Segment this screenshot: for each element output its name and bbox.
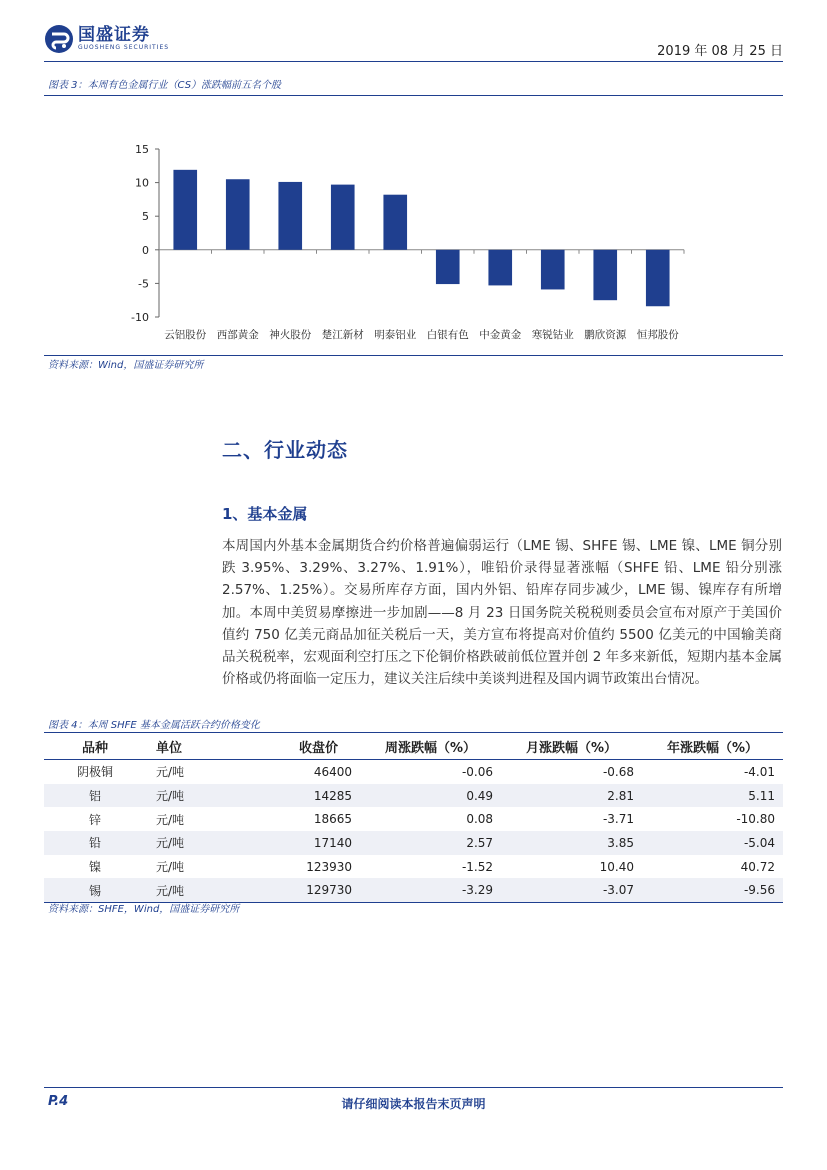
cell-close: 46400: [313, 764, 353, 779]
bar: [593, 250, 617, 300]
cell-weekly: 2.57: [360, 831, 501, 855]
cell-monthly: -3.71: [602, 812, 634, 827]
table-row: [44, 831, 783, 855]
x-category-label: 云铝股份: [164, 329, 207, 341]
table-row: [44, 807, 783, 831]
y-tick-label: 0: [142, 243, 149, 257]
page-number: P.4: [48, 1094, 69, 1109]
header-rule: [44, 61, 783, 62]
col-header-close: 收盘价: [277, 733, 360, 760]
cell-variety: 锌: [88, 812, 101, 827]
table-row: [44, 855, 783, 879]
cell-unit: 元/吨: [156, 860, 185, 875]
y-tick-label: 10: [135, 176, 149, 190]
bar: [331, 185, 355, 250]
section-subheading: 1、基本金属: [222, 505, 308, 523]
y-tick-label: 5: [142, 210, 149, 224]
cell-monthly: 3.85: [501, 831, 642, 855]
report-date: 2019 年 08 月 25 日: [657, 44, 783, 59]
cell-weekly: -0.06: [461, 764, 494, 779]
figure4-caption: 图表 4：本周 SHFE 基本金属活跃合约价格变化: [48, 720, 260, 731]
section-heading: 二、行业动态: [222, 438, 348, 462]
col-header-weekly: 周涨跌幅（%）: [360, 733, 501, 760]
cell-monthly: -0.68: [602, 764, 634, 779]
cell-unit: 元/吨: [146, 831, 277, 855]
x-category-label: 神火股份: [269, 329, 312, 341]
cell-unit: 元/吨: [156, 812, 185, 827]
cell-monthly: 10.40: [599, 859, 634, 874]
x-category-label: 楚江新材: [321, 329, 364, 341]
col-header-monthly: 月涨跌幅（%）: [501, 733, 642, 760]
table-row: [44, 760, 783, 784]
cell-weekly: -3.29: [360, 878, 501, 902]
bar: [488, 250, 512, 286]
bar: [436, 250, 460, 284]
cell-close: 123930: [306, 859, 353, 874]
cell-monthly: 2.81: [501, 784, 642, 808]
cell-variety: 阴极铜: [76, 765, 113, 780]
figure4-source: 资料来源：SHFE，Wind，国盛证券研究所: [48, 904, 240, 915]
bar: [173, 170, 197, 250]
x-category-label: 寒锐钴业: [531, 329, 574, 341]
cell-yearly: -9.56: [642, 878, 783, 902]
cell-yearly: 40.72: [740, 859, 775, 874]
company-logo: [44, 24, 169, 54]
cell-variety: 铝: [44, 784, 146, 808]
col-header-yearly: 年涨跌幅（%）: [642, 733, 783, 760]
y-tick-label: -5: [138, 277, 149, 291]
x-category-label: 白银有色: [426, 329, 469, 341]
x-category-label: 恒邦股份: [636, 329, 679, 341]
x-category-label: 西部黄金: [216, 329, 259, 341]
cell-monthly: -3.07: [501, 878, 642, 902]
figure3-caption: 图表 3：本周有色金属行业（CS）涨跌幅前五名个股: [48, 80, 282, 91]
cell-yearly: -4.01: [743, 764, 775, 779]
cell-close: 14285: [277, 784, 360, 808]
cell-close: 17140: [277, 831, 360, 855]
cell-weekly: -1.52: [461, 859, 494, 874]
y-tick-label: 15: [135, 143, 149, 156]
bar: [646, 250, 670, 306]
table-row: [44, 878, 783, 902]
cell-variety: 镍: [88, 860, 101, 875]
table-header-row: [44, 733, 783, 760]
cell-yearly: 5.11: [642, 784, 783, 808]
bar: [278, 182, 302, 250]
cell-close: 129730: [277, 878, 360, 902]
cell-yearly: -5.04: [642, 831, 783, 855]
cell-yearly: -10.80: [736, 812, 775, 827]
bar-chart: [44, 132, 783, 347]
col-header-variety: 品种: [44, 733, 146, 760]
table-row: [44, 784, 783, 808]
company-sub: GUOSHENG SECURITIES: [78, 44, 170, 51]
cell-variety: 锡: [44, 878, 146, 902]
cell-weekly: 0.49: [360, 784, 501, 808]
bar: [226, 179, 250, 250]
cell-unit: 元/吨: [146, 878, 277, 902]
col-header-unit: 单位: [146, 733, 277, 760]
company-name: 国盛证券: [78, 25, 150, 45]
cell-unit: 元/吨: [156, 765, 185, 780]
section-paragraph: 本周国内外基本金属期货合约价格普遍偏弱运行（LME 锡、SHFE 锡、LME 镍、LME 铜分别跌 3.95%、3.29%、3.27%、1.91%），唯铅价录得显著涨幅（SHFE 铅、LME 铅分别涨 2.57%、1.25%）。交易所库存方面，国内外铝、铅库存同步减少，LME 锡、镍库存有所增加。本周中美贸易摩擦进一步加剧——8 月 23 日国务院关税税则委员会宣布对原产于美国价值约 750 亿美元商品加征关税后一天，美方宣布将提高对价值约 5500 亿美元的中国输美商品关税税率，宏观面利空打压之下伦铜价格跌破前低位置并创 2 年多来新低，短期内基本金属价格或仍将面临一定压力，建议关注后续中美谈判进程及国内调节政策出台情况。: [222, 538, 782, 688]
figure3-source: 资料来源：Wind，国盛证券研究所: [48, 360, 204, 371]
y-tick-label: -10: [131, 311, 149, 324]
figure3-top-rule: [44, 95, 783, 96]
cell-variety: 铅: [44, 831, 146, 855]
bar: [383, 195, 407, 250]
logo-mark-icon: [44, 24, 74, 54]
x-category-label: 鹏欣资源: [584, 329, 627, 341]
cell-unit: 元/吨: [146, 784, 277, 808]
x-category-label: 中金黄金: [479, 329, 522, 341]
footer-rule: [44, 1087, 783, 1088]
bar: [541, 250, 565, 290]
price-table: [44, 733, 783, 903]
cell-weekly: 0.08: [466, 812, 494, 827]
footer-disclaimer: 请仔细阅读本报告末页声明: [341, 1097, 486, 1111]
x-category-label: 明泰铝业: [374, 329, 417, 341]
cell-close: 18665: [313, 812, 353, 827]
